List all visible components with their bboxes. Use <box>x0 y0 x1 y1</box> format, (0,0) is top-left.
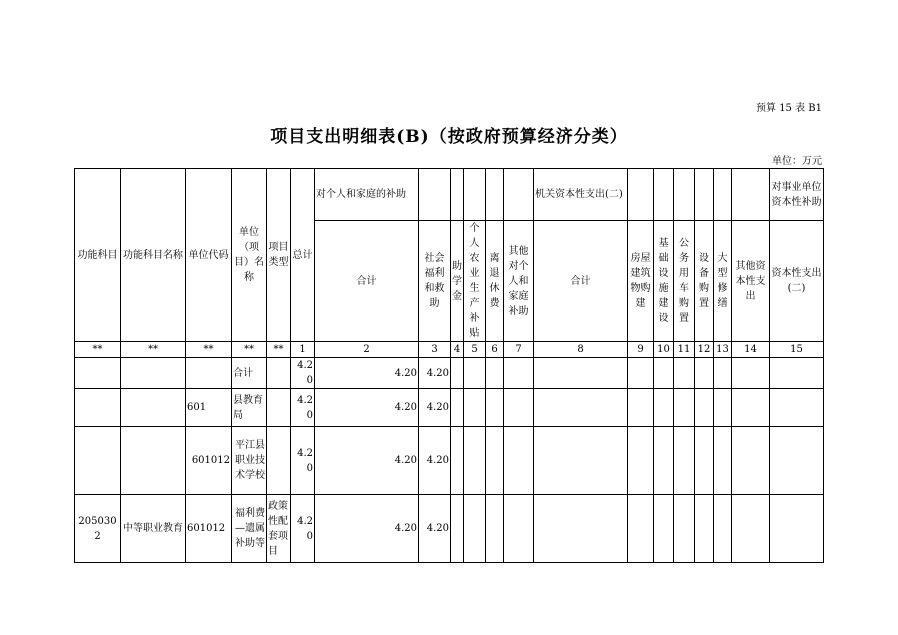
empty-cell <box>464 495 486 563</box>
empty-cell <box>451 495 464 563</box>
header-blank <box>674 169 695 221</box>
index-cell: 5 <box>464 342 486 358</box>
empty-cell <box>732 358 770 389</box>
header-capital-sum: 合计 <box>534 221 628 342</box>
empty-cell <box>695 389 714 427</box>
header-group-enterprise: 对事业单位资本性补助 <box>770 169 824 221</box>
empty-cell <box>464 427 486 495</box>
empty-cell <box>451 427 464 495</box>
empty-cell <box>504 358 534 389</box>
empty-cell <box>451 389 464 427</box>
header-other-personal: 其他对个人和家庭补助 <box>504 221 534 342</box>
header-unit-code: 单位代码 <box>186 169 232 342</box>
header-blank <box>695 169 714 221</box>
empty-cell <box>732 495 770 563</box>
header-retirement: 离退休费 <box>486 221 504 342</box>
empty-cell <box>770 427 824 495</box>
index-cell: ** <box>267 342 291 358</box>
empty-cell <box>695 358 714 389</box>
empty-cell <box>714 358 732 389</box>
empty-cell <box>674 427 695 495</box>
proj-type-cell <box>267 389 291 427</box>
personal-sum-cell: 4.20 <box>315 389 419 427</box>
index-cell: ** <box>186 342 232 358</box>
empty-cell <box>628 427 654 495</box>
index-cell: 3 <box>419 342 451 358</box>
form-code: 预算 15 表 B1 <box>756 103 822 114</box>
header-unit-name: 单位（项目）名称 <box>232 169 267 342</box>
unit-name-cell: 平江县职业技术学校 <box>232 427 267 495</box>
empty-cell <box>486 495 504 563</box>
header-enterprise-capital: 资本性支出(二) <box>770 221 824 342</box>
empty-cell <box>534 495 628 563</box>
header-social-welfare: 社会福利和救助 <box>419 221 451 342</box>
index-row <box>75 342 824 358</box>
total-cell: 4.20 <box>291 358 315 389</box>
empty-cell <box>714 495 732 563</box>
header-blank <box>451 169 464 221</box>
index-cell: 12 <box>695 342 714 358</box>
index-cell: 14 <box>732 342 770 358</box>
func-name-cell <box>121 389 186 427</box>
unit-name-cell: 县教育局 <box>232 389 267 427</box>
empty-cell <box>486 427 504 495</box>
personal-sum-cell: 4.20 <box>315 358 419 389</box>
empty-cell <box>674 358 695 389</box>
func-code-cell: 2050302 <box>75 495 121 563</box>
social-welfare-cell: 4.20 <box>419 389 451 427</box>
social-welfare-cell: 4.20 <box>419 427 451 495</box>
empty-cell <box>486 389 504 427</box>
header-blank <box>628 169 654 221</box>
empty-cell <box>628 389 654 427</box>
empty-cell <box>674 389 695 427</box>
empty-cell <box>504 495 534 563</box>
func-code-cell <box>75 358 121 389</box>
empty-cell <box>628 358 654 389</box>
func-code-cell <box>75 389 121 427</box>
empty-cell <box>534 389 628 427</box>
header-group-personal: 对个人和家庭的补助 <box>315 169 419 221</box>
header-building: 房屋建筑物购建 <box>628 221 654 342</box>
func-code-cell <box>75 427 121 495</box>
header-equipment: 设备购置 <box>695 221 714 342</box>
header-blank <box>504 169 534 221</box>
index-cell: 1 <box>291 342 315 358</box>
header-blank <box>732 169 770 221</box>
empty-cell <box>695 427 714 495</box>
table-row <box>75 427 824 495</box>
header-total: 总计 <box>291 169 315 342</box>
empty-cell <box>654 427 674 495</box>
index-cell: 8 <box>534 342 628 358</box>
header-vehicle: 公务用车购置 <box>674 221 695 342</box>
empty-cell <box>451 358 464 389</box>
empty-cell <box>504 427 534 495</box>
unit-name-cell: 福利费—遗属补助等 <box>232 495 267 563</box>
func-name-cell: 中等职业教育 <box>121 495 186 563</box>
header-blank <box>714 169 732 221</box>
empty-cell <box>534 358 628 389</box>
index-cell: 15 <box>770 342 824 358</box>
header-func-code: 功能科目 <box>75 169 121 342</box>
empty-cell <box>714 389 732 427</box>
empty-cell <box>695 495 714 563</box>
personal-sum-cell: 4.20 <box>315 427 419 495</box>
unit-label: 单位：万元 <box>772 156 822 167</box>
index-cell: 9 <box>628 342 654 358</box>
header-proj-type: 项目类型 <box>267 169 291 342</box>
index-cell: 6 <box>486 342 504 358</box>
index-cell: ** <box>232 342 267 358</box>
empty-cell <box>770 389 824 427</box>
index-cell: 4 <box>451 342 464 358</box>
total-cell: 4.20 <box>291 389 315 427</box>
unit-code-cell: 601 <box>186 389 232 427</box>
header-personal-sum: 合计 <box>315 221 419 342</box>
header-agri-subsidy: 个人农业生产补贴 <box>464 221 486 342</box>
empty-cell <box>674 495 695 563</box>
proj-type-cell <box>267 427 291 495</box>
empty-cell <box>770 358 824 389</box>
index-cell: 11 <box>674 342 695 358</box>
unit-code-cell <box>186 358 232 389</box>
unit-code-cell: 601012 <box>186 495 232 563</box>
empty-cell <box>464 389 486 427</box>
header-other-capital: 其他资本性支出 <box>732 221 770 342</box>
empty-cell <box>534 427 628 495</box>
index-cell: ** <box>75 342 121 358</box>
empty-cell <box>770 495 824 563</box>
table-row <box>75 495 824 563</box>
proj-type-cell: 政策性配套项目 <box>267 495 291 563</box>
total-cell: 4.20 <box>291 427 315 495</box>
empty-cell <box>464 358 486 389</box>
unit-name-cell: 合计 <box>232 358 267 389</box>
header-infrastructure: 基础设施建设 <box>654 221 674 342</box>
empty-cell <box>654 495 674 563</box>
empty-cell <box>732 389 770 427</box>
unit-code-cell: 601012 <box>186 427 232 495</box>
index-cell: 2 <box>315 342 419 358</box>
empty-cell <box>654 358 674 389</box>
header-blank <box>486 169 504 221</box>
header-blank <box>464 169 486 221</box>
func-name-cell <box>121 358 186 389</box>
empty-cell <box>486 358 504 389</box>
total-cell: 4.20 <box>291 495 315 563</box>
header-grant: 助学金 <box>451 221 464 342</box>
index-cell: ** <box>121 342 186 358</box>
header-func-name: 功能科目名称 <box>121 169 186 342</box>
header-group-capital: 机关资本性支出(二) <box>534 169 628 221</box>
index-cell: 10 <box>654 342 674 358</box>
empty-cell <box>628 495 654 563</box>
empty-cell <box>654 389 674 427</box>
proj-type-cell <box>267 358 291 389</box>
index-cell: 13 <box>714 342 732 358</box>
func-name-cell <box>121 427 186 495</box>
empty-cell <box>714 427 732 495</box>
empty-cell <box>732 427 770 495</box>
social-welfare-cell: 4.20 <box>419 358 451 389</box>
expense-table <box>74 168 824 563</box>
table-row <box>75 358 824 389</box>
header-blank <box>419 169 451 221</box>
page-title: 项目支出明细表(B)（按政府预算经济分类） <box>270 127 628 147</box>
personal-sum-cell: 4.20 <box>315 495 419 563</box>
index-cell: 7 <box>504 342 534 358</box>
header-repair: 大型修缮 <box>714 221 732 342</box>
social-welfare-cell: 4.20 <box>419 495 451 563</box>
empty-cell <box>504 389 534 427</box>
table-row <box>75 389 824 427</box>
header-blank <box>654 169 674 221</box>
